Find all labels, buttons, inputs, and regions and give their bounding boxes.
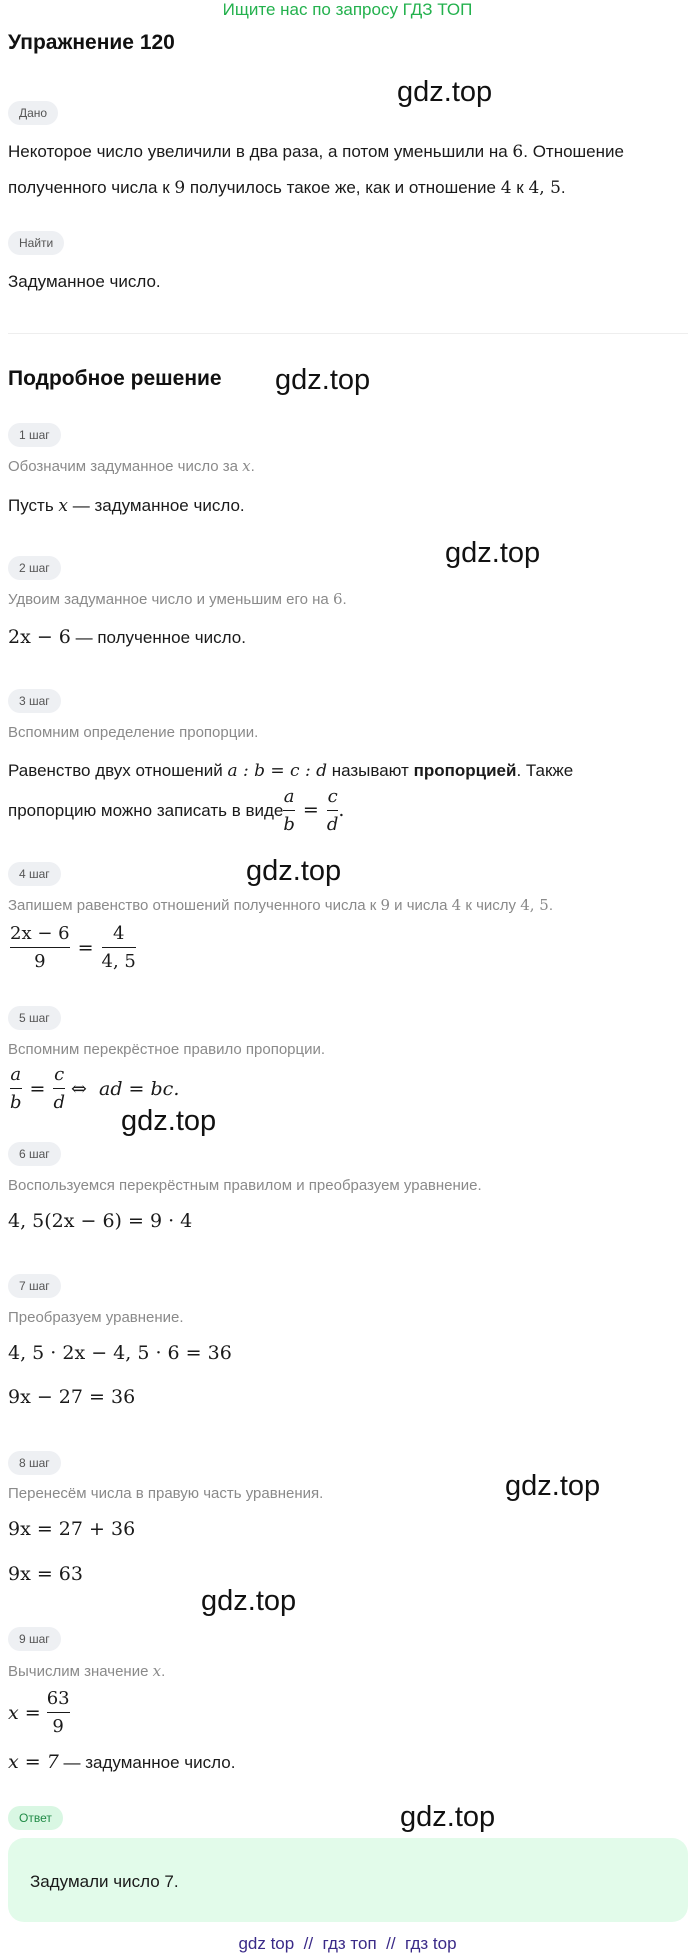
fraction: $\frac{2x - 6}{9}$ bbox=[10, 923, 70, 972]
step-2-label: 2 шаг bbox=[8, 556, 61, 580]
given-text-line2: полученного числа к 9 получилось такое же, как и отношение 4 к 4, 5. bbox=[8, 178, 566, 198]
step-3-text-line2: пропорцию можно записать в виде $\frac{a}{b}$ = $\frac{c}{d}$ . bbox=[8, 786, 345, 835]
answer-text: Задумали число 7. bbox=[30, 1872, 179, 1891]
given-text-line1: Некоторое число увеличили в два раза, а потом уменьшили на 6. Отношение bbox=[8, 142, 624, 162]
fraction: $\frac{c}{d}$ bbox=[326, 786, 339, 835]
top-banner: Ищите нас по запросу ГДЗ ТОП bbox=[222, 0, 473, 19]
step-4-label: 4 шаг bbox=[8, 862, 61, 886]
step-6-hint: Воспользуемся перекрёстным правилом и преобразуем уравнение. bbox=[8, 1177, 482, 1194]
watermark: gdz.top bbox=[275, 364, 371, 396]
divider bbox=[8, 333, 688, 334]
step-4-hint: Запишем равенство отношений полученного числа к 9 и числа 4 к числу 4, 5. bbox=[8, 896, 554, 914]
watermark: gdz.top bbox=[201, 1585, 297, 1617]
step-1-hint: Обозначим задуманное число за x. bbox=[8, 457, 255, 475]
step-8-equation-2: 9x = 63 bbox=[8, 1563, 83, 1585]
fraction: $\frac{4}{4, 5}$ bbox=[101, 923, 136, 972]
step-1-label: 1 шаг bbox=[8, 423, 61, 447]
step-2-text: 2x − 6 — полученное число. bbox=[8, 626, 246, 648]
fraction: $\frac{a}{b}$ bbox=[10, 1064, 22, 1113]
step-8-label: 8 шаг bbox=[8, 1451, 61, 1475]
step-7-label: 7 шаг bbox=[8, 1274, 61, 1298]
step-9-equation: x = $\frac{63}{9}$ bbox=[8, 1688, 70, 1737]
step-3-hint: Вспомним определение пропорции. bbox=[8, 724, 259, 741]
step-7-equation-2: 9x − 27 = 36 bbox=[8, 1386, 136, 1408]
given-label: Дано bbox=[8, 101, 58, 125]
step-6-equation: 4, 5(2x − 6) = 9 · 4 bbox=[8, 1210, 193, 1232]
fraction: $\frac{63}{9}$ bbox=[46, 1688, 70, 1737]
step-8-equation-1: 9x = 27 + 36 bbox=[8, 1518, 136, 1540]
step-7-equation-1: 4, 5 · 2x − 4, 5 · 6 = 36 bbox=[8, 1342, 232, 1364]
watermark: gdz.top bbox=[246, 855, 342, 887]
page-title: Упражнение 120 bbox=[8, 31, 175, 54]
step-4-equation: $\frac{2x - 6}{9}$ = $\frac{4}{4, 5}$ bbox=[10, 923, 136, 972]
solution-title: Подробное решение bbox=[8, 367, 222, 390]
step-1-text: Пусть x — задуманное число. bbox=[8, 496, 245, 516]
step-6-label: 6 шаг bbox=[8, 1142, 61, 1166]
watermark: gdz.top bbox=[397, 76, 493, 108]
watermark: gdz.top bbox=[400, 1801, 496, 1833]
step-3-label: 3 шаг bbox=[8, 689, 61, 713]
step-5-hint: Вспомним перекрёстное правило пропорции. bbox=[8, 1041, 326, 1058]
step-3-text-line1: Равенство двух отношений a : b = c : d называют пропорцией. Также bbox=[8, 761, 574, 781]
fraction: $\frac{a}{b}$ bbox=[283, 786, 295, 835]
step-7-hint: Преобразуем уравнение. bbox=[8, 1309, 184, 1326]
step-9-label: 9 шаг bbox=[8, 1627, 61, 1651]
answer-label: Ответ bbox=[8, 1806, 63, 1830]
find-label: Найти bbox=[8, 231, 64, 255]
watermark: gdz.top bbox=[445, 537, 541, 569]
fraction: $\frac{c}{d}$ bbox=[53, 1064, 65, 1113]
step-2-hint: Удвоим задуманное число и уменьшим его на 6. bbox=[8, 590, 347, 608]
footer-links[interactable]: gdz top // гдз топ // гдз top bbox=[238, 1934, 457, 1953]
step-9-text: x = 7 — задуманное число. bbox=[8, 1751, 236, 1773]
watermark: gdz.top bbox=[505, 1470, 601, 1502]
step-5-equation: $\frac{a}{b}$ = $\frac{c}{d}$ ⇔ ad = bc. bbox=[10, 1064, 180, 1113]
step-9-hint: Вычислим значение x. bbox=[8, 1662, 166, 1680]
step-8-hint: Перенесём числа в правую часть уравнения. bbox=[8, 1485, 324, 1502]
find-text: Задуманное число. bbox=[8, 272, 161, 291]
watermark: gdz.top bbox=[121, 1105, 217, 1137]
step-5-label: 5 шаг bbox=[8, 1006, 61, 1030]
